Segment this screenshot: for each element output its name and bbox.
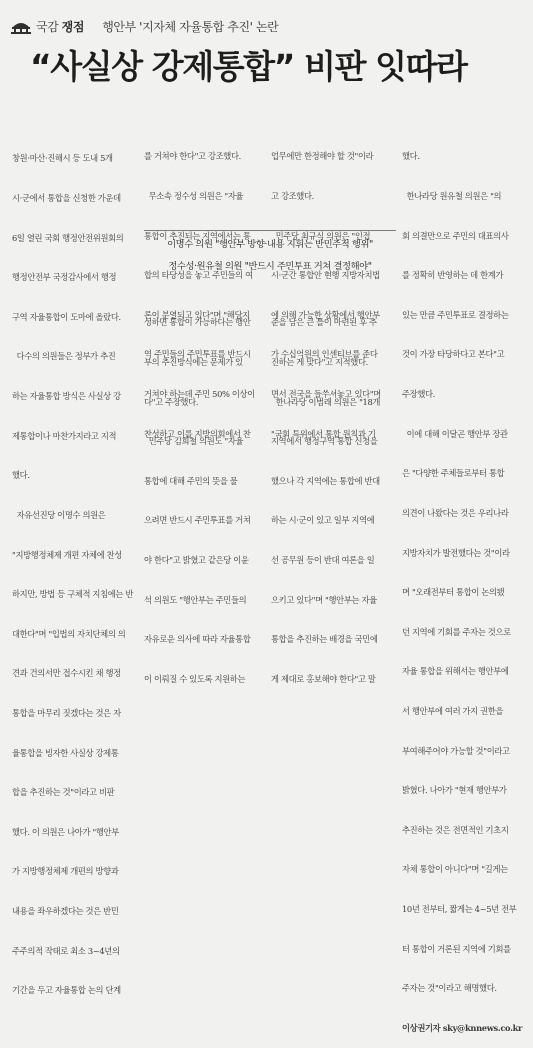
- column-line: 통합을 마무리 짓겠다는 것은 자: [12, 707, 121, 718]
- column-line: 던 지역에 기회를 주자는 것으로: [402, 626, 511, 637]
- section-label: 국감: [36, 19, 59, 34]
- article-header: [10, 16, 278, 36]
- column-line: 있는 만큼 주민투표로 결정하는: [402, 309, 509, 320]
- column-line: "지방행정체제 개편 자체에 찬성: [12, 549, 122, 560]
- column-line: 역 주민들의 주민투표를 반드시: [144, 349, 251, 360]
- column-line: 제통합이나 마찬가지라고 지적: [12, 430, 117, 441]
- column-line: 거쳐야 하는데 주민 50% 이상이: [144, 389, 255, 400]
- column-line: 것이 가장 타당하다고 본다"고: [402, 349, 505, 360]
- column-line: 한나라당 원유철 의원은 "의: [402, 191, 502, 202]
- column-line: 가 수십억원의 인센티브를 준다: [271, 349, 378, 360]
- column-line: 시·군간 통합안 현행 지방자치법: [271, 270, 380, 281]
- column-line: 지방자치가 발전했다는 것"이라: [402, 547, 510, 558]
- subhead-divider: [144, 230, 396, 231]
- column-line: 지역에서 행정구역 통합 신청을: [271, 436, 378, 447]
- column-line: 고 강조했다.: [271, 191, 314, 202]
- column-line: 통합을 추진하는 배경을 국민에: [271, 634, 378, 645]
- column-line: 밝혔다. 나아가 "현재 행안부가: [402, 785, 507, 796]
- column-line: 이 이뤄질 수 있도록 지원하는: [144, 673, 246, 684]
- column-line: 론이 분열되고 있다"며 "해당지: [144, 309, 250, 320]
- column-line: 통합에 대해 주민의 뜻을 물: [144, 475, 238, 486]
- column-line: 다수의 의원들은 정부가 추진: [12, 351, 116, 362]
- topic-line: 행안부 '지자체 자율통합 추진' 논란: [102, 19, 279, 34]
- subheadline: 이명수 의원 "행안부 방향·내용 지휘는 반민주적 행위": [167, 239, 373, 250]
- column-line: 석 의원도 "행안부는 주민들의: [144, 594, 247, 605]
- column-line: 자유선진당 이명수 의원은: [12, 509, 106, 520]
- column-line: 주장했다.: [402, 389, 435, 400]
- column-line: 창원·마산·진해시 등 도내 5개: [12, 153, 113, 164]
- column-line: 추진하는 것은 전면적인 기초지: [402, 824, 509, 835]
- column-line: 성하면 통합이 가능하다는 행안: [144, 317, 251, 328]
- column-line: 주주의적 작태로 최소 3~4년의: [12, 945, 120, 956]
- column-line: 했다.: [402, 151, 420, 162]
- column-line: 민주당 최규식 의원은 "인접: [271, 230, 371, 241]
- column-line: 견과 건의서만 접수시킨 채 행정: [12, 668, 121, 679]
- column-line: 를 정확히 반영하는 데 한계가: [402, 270, 504, 281]
- column-line: 를 거쳐야 한다"고 강조했다.: [144, 151, 241, 162]
- subheadline: 정수성·원유철 의원 "반드시 주민투표 거쳐 결정해야": [168, 261, 372, 272]
- article-column-1: [12, 126, 134, 1011]
- column-line: 이에 대해 이달곤 행안부 장관: [402, 428, 508, 439]
- column-line: 대한다"며 "입법의 자치단체의 의: [12, 628, 126, 639]
- column-line: 서 행안부에 여러 가지 권한을: [402, 705, 504, 716]
- column-line: 으키고 있다"며 "행안부는 자율: [271, 594, 377, 605]
- column-line: 내용을 좌우하겠다는 것은 반민: [12, 905, 119, 916]
- subheadline-block: [144, 234, 396, 278]
- column-line: 부의 추진방식에는 문제가 있: [144, 357, 243, 368]
- byline: 이상권기자 sky@knnews.co.kr: [402, 1022, 523, 1033]
- column-line: 통합이 추진되는 지역에서는 통: [144, 230, 251, 241]
- column-line: 구역 자율통합이 도마에 올랐다.: [12, 311, 121, 322]
- column-line: 했다. 이 의원은 나아가 "행안부: [12, 826, 119, 837]
- column-line: 하는 시·군이 있고 일부 지역에: [271, 515, 375, 526]
- column-line: 게 제대로 홍보해야 한다"고 말: [271, 673, 376, 684]
- column-line: 기간을 두고 자율통합 논의 단계: [12, 985, 121, 996]
- column-line: 다"고 주장했다.: [144, 396, 199, 407]
- column-line: 회 의결만으로 주민의 대표의사: [402, 230, 509, 241]
- article-column-4: [402, 124, 526, 1048]
- column-line: 했으나 각 지역에는 통합에 반대: [271, 475, 380, 486]
- column-line: 은 "다양한 주체들로부터 통합: [402, 468, 505, 479]
- column-line: 자유로운 의사에 따라 자율통합: [144, 634, 251, 645]
- column-line: 선 공무원 등이 반대 여론을 일: [271, 555, 375, 566]
- column-line: 찬성하고 이를 지방의회에서 찬: [144, 428, 251, 439]
- column-line: 부여해주어야 가능할 것"이라고: [402, 745, 510, 756]
- column-line: 의견이 나왔다는 것은 우리나라: [402, 507, 509, 518]
- column-line: 하는 자율통합 방식은 사실상 강: [12, 391, 121, 402]
- column-line: 에 의해 가능한 상황에서 행안부: [271, 309, 380, 320]
- headline: “사실상 강제통합” 비판 잇따라: [30, 47, 467, 86]
- column-line: 주자는 것"이라고 해명했다.: [402, 983, 497, 994]
- column-line: 했다.: [12, 470, 30, 481]
- column-line: 합을 추진하는 것"이라고 비판: [12, 787, 115, 798]
- column-line: 야 한다"고 밝혔고 같은당 이윤: [144, 555, 249, 566]
- column-line: 율통합을 빙자한 사실상 강제통: [12, 747, 119, 758]
- column-line: 10년 전부터, 짧게는 4~5년 전부: [402, 903, 517, 914]
- column-line: 업무에만 한정해야 할 것"이라: [271, 151, 374, 162]
- column-line: 면서 전국을 들쑤셔놓고 있다"며: [271, 389, 381, 400]
- section-label-strong: 쟁점: [61, 19, 85, 34]
- column-line: 며 "오래전부터 통합이 논의됐: [402, 587, 505, 598]
- column-line: 하지만, 방법 등 구체적 지침에는 반: [12, 589, 134, 600]
- column-line: 가 지방행정체제 개편의 방향과: [12, 866, 119, 877]
- column-line: 진하는 게 맞다"고 지적했다.: [271, 357, 368, 368]
- column-line: "국회 특위에서 통합 원칙과 기: [271, 428, 376, 439]
- column-line: 자체 통합이 아니다"며 "길게는: [402, 864, 508, 875]
- column-line: 무소속 정수성 의원은 "자율: [144, 191, 244, 202]
- column-line: 민주당 김희철 의원도 "자율: [144, 436, 244, 447]
- article-column-3-bottom: [271, 290, 396, 699]
- column-line: 합의 타당성을 놓고 주민들의 여: [144, 270, 253, 281]
- column-line: 자율 통합을 위해서는 행안부에: [402, 666, 509, 677]
- column-line: 행정안전부 국정감사에서 행정: [12, 272, 117, 283]
- column-line: 준을 담은 큰 틀이 마련된 후 추: [271, 317, 377, 328]
- column-line: 한나라당 이범래 의원은 "18개: [271, 396, 381, 407]
- column-line: 시·군에서 통합을 신청한 가운데: [12, 193, 121, 204]
- article-column-2-bottom: [144, 290, 264, 699]
- column-line: 터 통합이 거론된 지역에 기회를: [402, 943, 511, 954]
- column-line: 6일 열린 국회 행정안전위원회의: [12, 232, 124, 243]
- column-line: 으려면 반드시 주민투표를 거쳐: [144, 515, 251, 526]
- national-assembly-logo-icon: [10, 18, 32, 34]
